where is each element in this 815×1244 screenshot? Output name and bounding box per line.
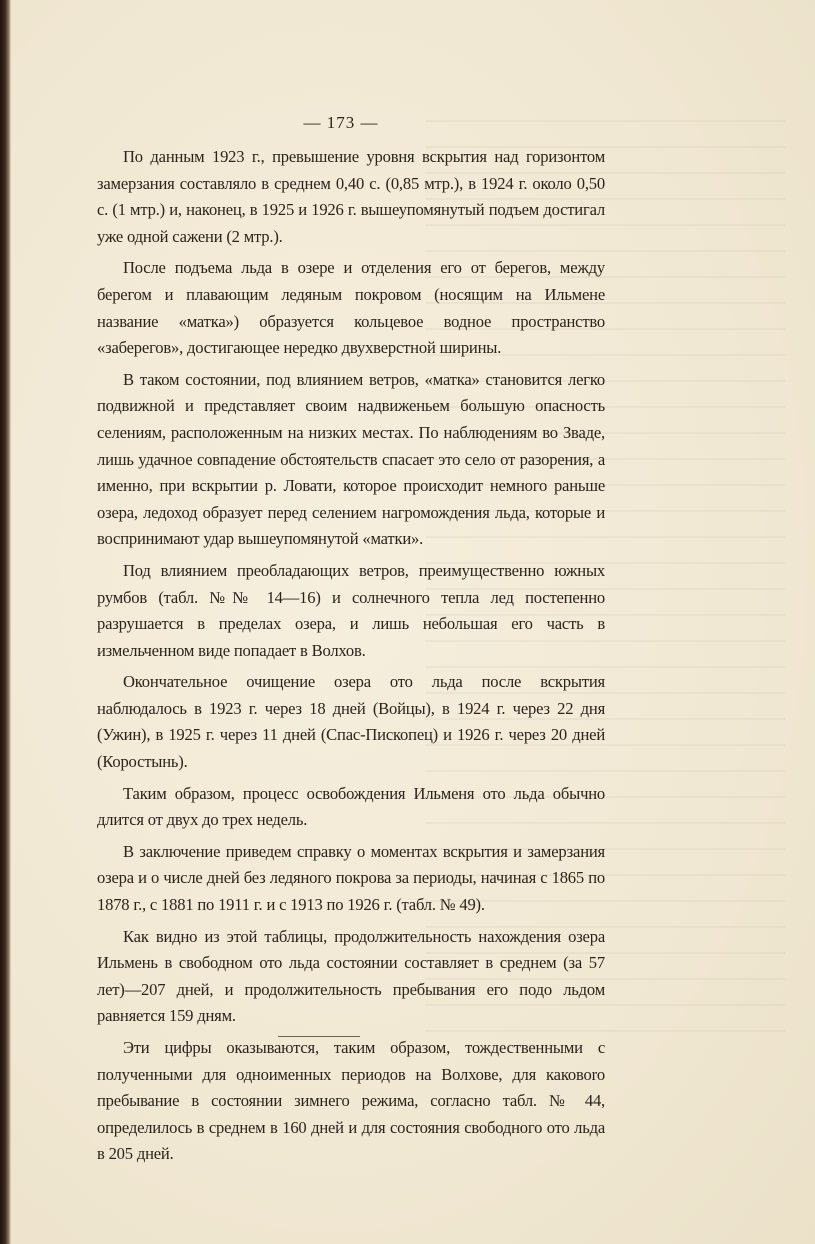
paragraph-duration: Таким образом, процесс освобождения Ильменя ото льда обычно длится от двух до трех недель. <box>97 783 605 830</box>
paragraph-ice-free-average: Как видно из этой таблицы, продолжительность нахождения озера Ильмень в свободном ото льда состоянии составляет в среднем (за 57 лет)—207 дней, и продолжительность пребывания его подо льдом равняется 159 дням. <box>97 926 605 1026</box>
paragraph-ice-level: По данным 1923 г., превышение уровня вскрытия над горизонтом замерзания составляло в среднем 0,40 с. (0,85 мтр.), в 1924 г. около 0,50 с. (1 мтр.) и, наконец, в 1925 и 1926 г. вышеупомянутый подъем достигал уже одной сажени (2 мтр.). <box>97 147 605 246</box>
paragraph-matka-danger: В таком состоянии, под влиянием ветров, «матка» становится легко подвижной и представляет своим надвиженьем большую опасность селениям, расположенным на низких местах. По наблюдениям во Зваде, лишь удачное совпадение обстоятельств спасает это село от разорения, а именно, при вскрытии р. Ловати, которое происходит немного раньше озера, ледоход образует перед селением нагромождения льда, которые и воспринимают удар вышеупомянутой «матки». <box>97 369 605 549</box>
page-number: — 173 — <box>303 113 379 132</box>
paragraph-clearing-dates: Окончательное очищение озера ото льда после вскрытия наблюдалось в 1923 г. через 18 дней (Войцы), в 1924 г. через 22 дня (Ужин), в 1925 г. через 11 дней (Спас-Пископец) и 1926 г. через 20 дней (Коростынь). <box>97 672 605 772</box>
section-end-rule <box>278 1036 360 1037</box>
scanned-page <box>11 0 815 1244</box>
paragraph-volkhov-comparison: Эти цифры оказываются, таким образом, тождественными с полученными для одноименных периодов на Волхове, для каковоrо пребывание в состоянии зимнего режима, согласно табл. № 44, определилось в среднем в 160 дней и для состояния свободного ото льда в 205 дней. <box>97 1038 605 1164</box>
paragraph-zaberegi: После подъема льда в озере и отделения его от берегов, между берегом и плавающим ледяным покровом (носящим на Ильмене название «матка») образуется кольцевое водное пространство «заберегов», достигающее нередко двухверстной ширины. <box>97 258 605 358</box>
body-text <box>97 144 605 1173</box>
paragraph-table-reference: В заключение приведем справку о моментах вскрытия и замерзания озера и о числе дней без ледяного покрова за периоды, начиная с 1865 по 1878 г., с 1881 по 1911 г. и с 1913 по 1926 г. (табл. № 49). <box>97 841 605 915</box>
paragraph-ice-destruction: Под влиянием преобладающих ветров, преимущественно южных румбов (табл. №№ 14—16) и солнечного тепла лед постепенно разрушается в пределах озера, и лишь небольшая его часть в измельченном виде попадает в Волхов. <box>97 560 605 660</box>
book-binding-edge <box>0 0 11 1244</box>
